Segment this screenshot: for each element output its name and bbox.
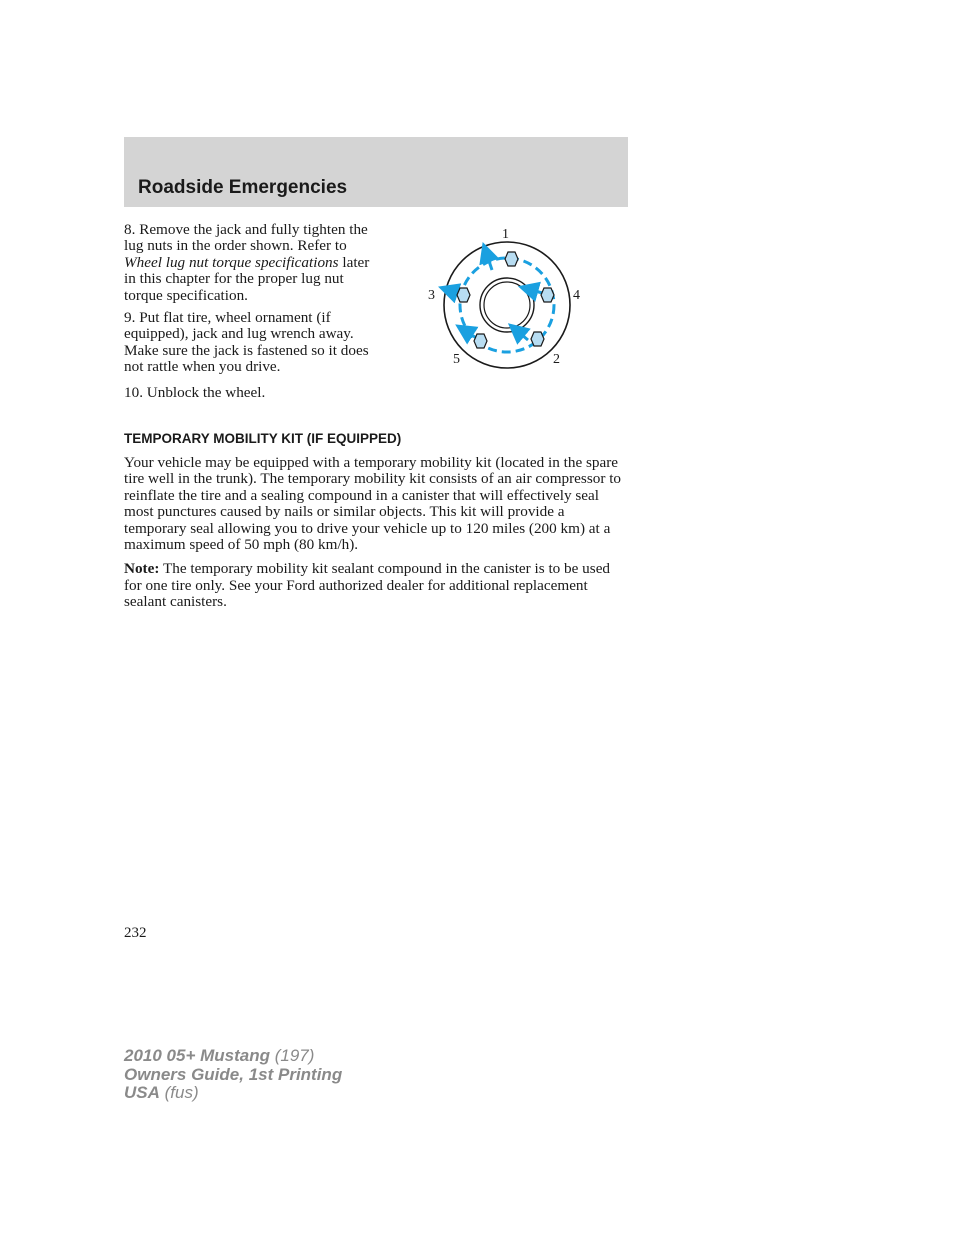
lug-nut-4 — [541, 288, 554, 302]
lug-nut-5 — [474, 334, 487, 348]
step-10: 10. Unblock the wheel. — [124, 383, 266, 401]
instruction-steps — [124, 222, 382, 407]
footer-line-3: USA (fus) — [124, 1083, 199, 1102]
note-label: Note: — [124, 560, 160, 578]
label-2: 2 — [553, 352, 560, 367]
label-3: 3 — [428, 288, 435, 303]
kit-description: Your vehicle may be equipped with a temporary mobility kit (located in the spare tire well in the trunk). The temporary mobility kit consists of an air compressor to reinflate the tire and a sealing compound in a canister that will effectively seal most punctures caused by nails or similar objects. This kit will provide a temporary seal allowing you to drive your vehicle up to 120 miles (200 km) at a maximum speed of 50 mph (80 km/h). — [124, 454, 622, 554]
header-band — [124, 137, 628, 207]
print-footer — [124, 1047, 342, 1103]
lug-nut-2 — [531, 332, 544, 346]
label-5: 5 — [453, 352, 460, 367]
label-1: 1 — [502, 227, 509, 242]
section-body — [124, 455, 628, 619]
lug-nut-1 — [505, 252, 518, 266]
lug-nut-order-diagram — [420, 222, 600, 377]
section-heading: TEMPORARY MOBILITY KIT (IF EQUIPPED) — [124, 431, 402, 446]
wheel-hub-outer — [480, 278, 534, 332]
footer-line-1: 2010 05+ Mustang (197) — [124, 1046, 315, 1065]
footer-line-2: Owners Guide, 1st Printing — [124, 1064, 343, 1084]
wheel-hub-inner — [484, 282, 530, 328]
section-title: Roadside Emergencies — [138, 177, 348, 198]
label-4: 4 — [573, 288, 580, 303]
page-number: 232 — [124, 925, 147, 941]
step-9: 9. Put flat tire, wheel ornament (if equipped), jack and lug wrench away. Make sure the jack is fastened so it does not rattle when you drive. — [124, 309, 369, 376]
step-8: 8. Remove the jack and fully tighten the lug nuts in the order shown. Refer to Wheel lug nut torque specifications later in this chapter for the proper lug nut torque specification. — [124, 221, 370, 304]
kit-note: Note: The temporary mobility kit sealant compound in the canister is to be used for one tire only. See your Ford authorized dealer for additional replacement sealant canisters. — [124, 560, 611, 611]
torque-spec-reference: Wheel lug nut torque specifications — [124, 253, 339, 271]
lug-nut-3 — [457, 288, 470, 302]
lug-nut-order-labels — [428, 227, 580, 367]
